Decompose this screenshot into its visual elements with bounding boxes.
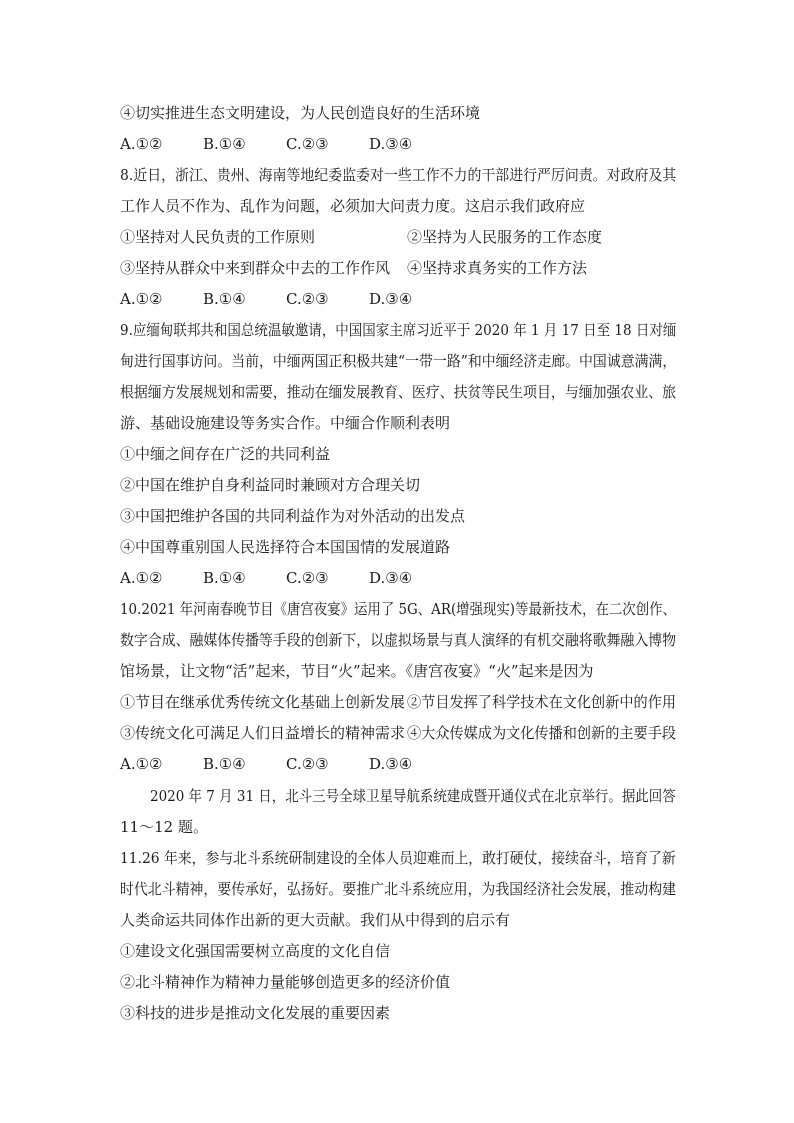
q11-stem-line: 时代北斗精神，要传承好，弘扬好。要推广北斗系统应用，为我国经济社会发展，推动构建	[120, 880, 677, 898]
choice-b: B.①④	[203, 569, 246, 587]
q8-item-3: ③坚持从群众中来到群众中去的工作作风	[120, 259, 391, 277]
choice-a: A.①②	[120, 569, 163, 587]
q9-item-3: ③中国把维护各国的共同利益作为对外活动的出发点	[120, 507, 466, 525]
passage-line: 2020 年 7 月 31 日，北斗三号全球卫星导航系统建成暨开通仪式在北京举行。据此回答	[150, 787, 676, 805]
q9-item-4: ④中国尊重别国人民选择符合本国国情的发展道路	[120, 538, 451, 556]
q10-stem-line: 10.2021 年河南春晚节目《唐宫夜宴》运用了 5G、AR(增强现实)等最新技术，在二次创作、	[120, 600, 676, 618]
q7-item-4: ④切实推进生态文明建设，为人民创造良好的生活环境	[120, 104, 481, 122]
choice-c: C.②③	[286, 755, 329, 773]
q8-stem-line: 8.近日，浙江、贵州、海南等地纪委监委对一些工作不力的干部进行严厉问责。对政府及其	[120, 166, 677, 184]
q10-item-2: ②节目发挥了科学技术在文化创新中的作用	[407, 693, 677, 711]
q11-item-3: ③科技的进步是推动文化发展的重要因素	[120, 1004, 391, 1022]
choice-d: D.③④	[369, 569, 413, 587]
q9-stem-line: 甸进行国事访问。当前，中缅两国正积极共建“一带一路”和中缅经济走廊。中国诚意满满，	[120, 352, 677, 370]
q9-item-1: ①中缅之间存在广泛的共同利益	[120, 445, 331, 463]
choice-b: B.①④	[203, 135, 246, 153]
choice-c: C.②③	[286, 135, 329, 153]
q8-item-4: ④坚持求真务实的工作方法	[407, 259, 588, 277]
q8-item-2: ②坚持为人民服务的工作态度	[407, 228, 603, 246]
q11-stem-line: 人类命运共同体作出新的更大贡献。我们从中得到的启示有	[120, 911, 511, 929]
q9-item-2: ②中国在维护自身利益同时兼顾对方合理关切	[120, 476, 421, 494]
passage-line: 11～12 题。	[120, 818, 208, 836]
q10-stem-line: 数字合成、融媒体传播等手段的创新下，以虚拟场景与真人演绎的有机交融将歌舞融入博物	[120, 631, 677, 649]
q9-stem-line: 9.应缅甸联邦共和国总统温敏邀请，中国国家主席习近平于 2020 年 1 月 17 日至 18 日对缅	[120, 321, 677, 339]
q11-item-2: ②北斗精神作为精神力量能够创造更多的经济价值	[120, 973, 451, 991]
q10-item-1: ①节目在继承优秀传统文化基础上创新发展	[120, 693, 406, 711]
q8-item-1: ①坚持对人民负责的工作原则	[120, 228, 316, 246]
q10-item-4: ④大众传媒成为文化传播和创新的主要手段	[407, 724, 677, 742]
q11-stem-line: 11.26 年来，参与北斗系统研制建设的全体人员迎难而上，敢打硬仗，接续奋斗，培育了新	[120, 849, 676, 867]
q11-item-1: ①建设文化强国需要树立高度的文化自信	[120, 942, 391, 960]
choice-d: D.③④	[369, 755, 413, 773]
q9-stem-line: 游、基础设施建设等务实合作。中缅合作顺利表明	[120, 414, 451, 432]
q10-item-3: ③传统文化可满足人们日益增长的精神需求	[120, 724, 406, 742]
q9-stem-line: 根据缅方发展规划和需要，推动在缅发展教育、医疗、扶贫等民生项目，与缅加强农业、旅	[120, 383, 677, 401]
choice-b: B.①④	[203, 755, 246, 773]
choice-c: C.②③	[286, 290, 329, 308]
q8-stem-line: 工作人员不作为、乱作为问题，必须加大问责力度。这启示我们政府应	[120, 197, 586, 215]
choice-a: A.①②	[120, 135, 163, 153]
choice-a: A.①②	[120, 755, 163, 773]
choice-b: B.①④	[203, 290, 246, 308]
choice-a: A.①②	[120, 290, 163, 308]
q10-stem-line: 馆场景，让文物“活”起来，节目“火”起来。《唐宫夜宴》“火”起来是因为	[120, 662, 594, 680]
choice-d: D.③④	[369, 290, 413, 308]
choice-d: D.③④	[369, 135, 413, 153]
choice-c: C.②③	[286, 569, 329, 587]
